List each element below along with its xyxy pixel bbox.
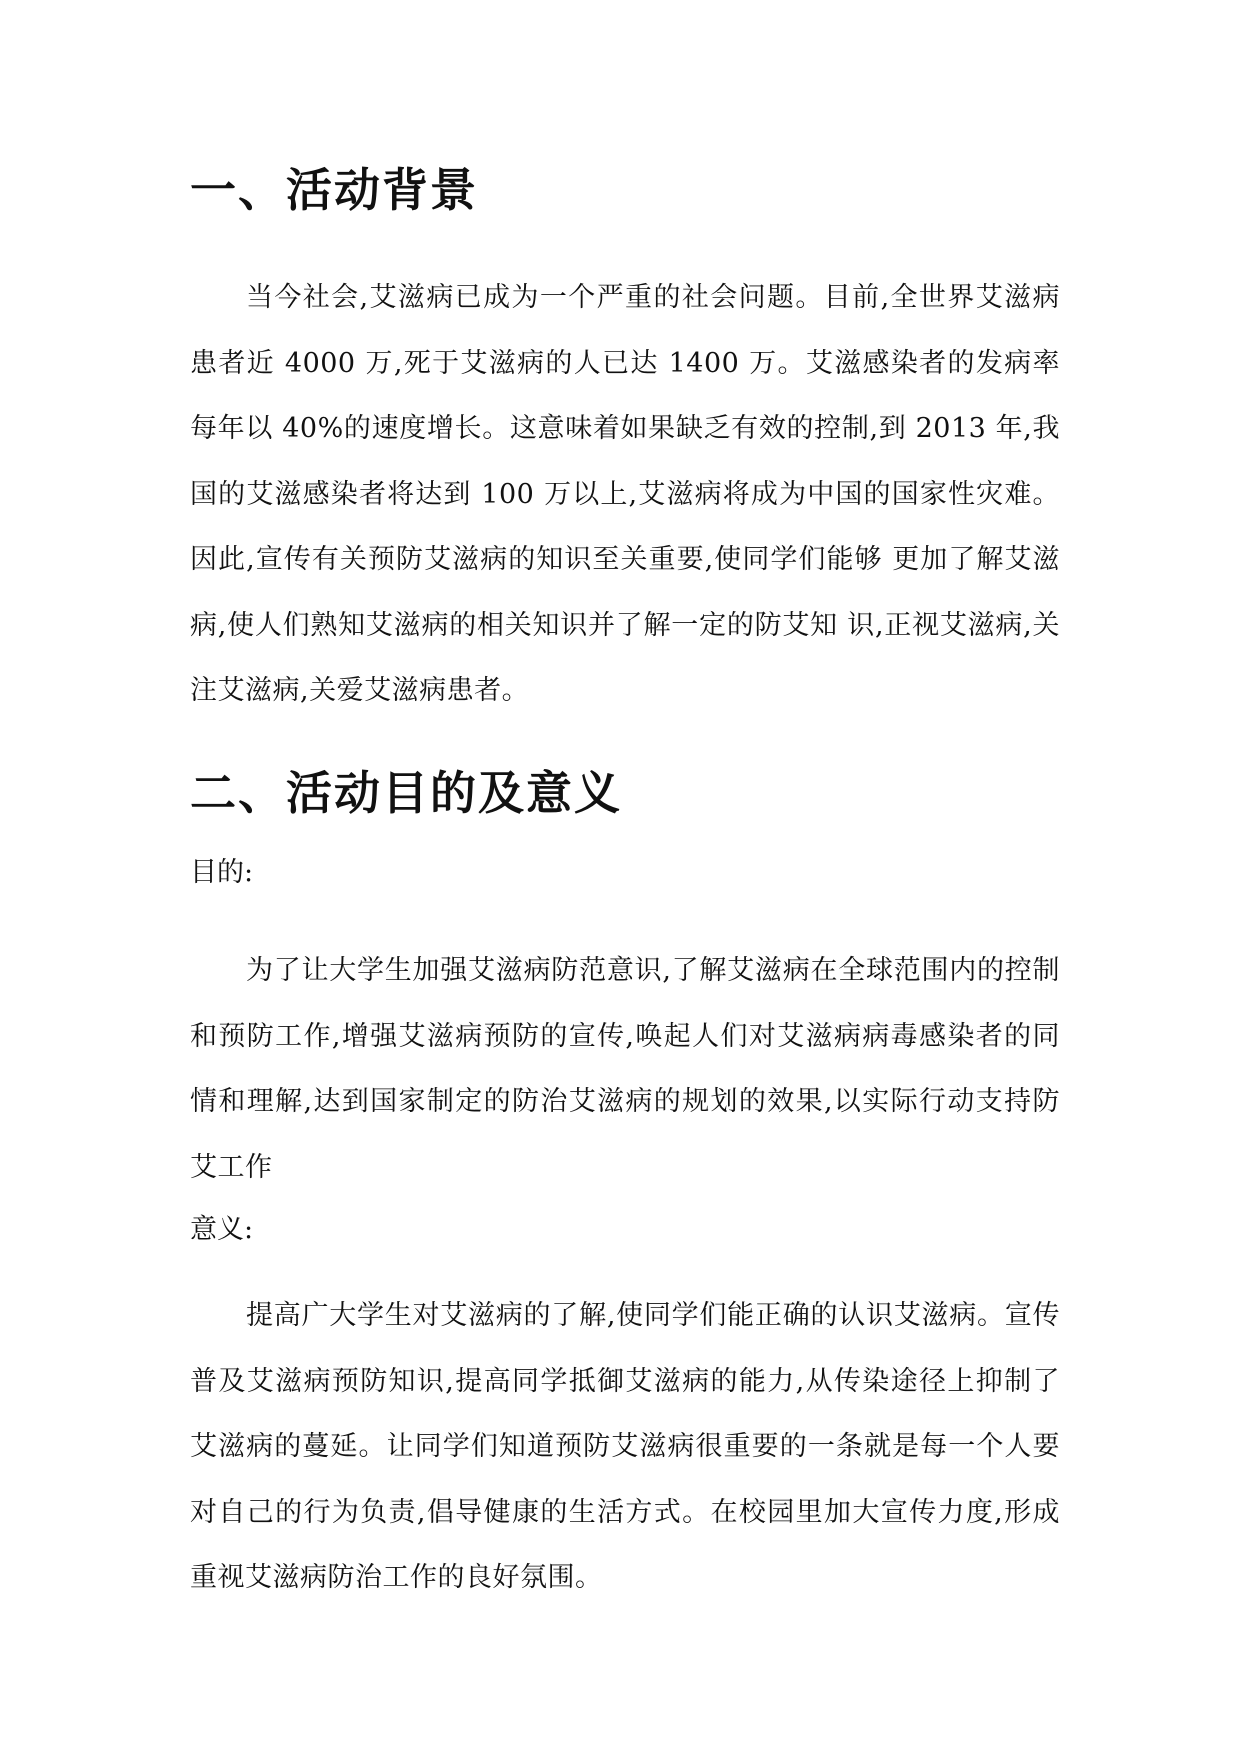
purpose-label: 目的:	[190, 857, 254, 888]
significance-paragraph: 提高广大学生对艾滋病的了解,使同学们能正确的认识艾滋病。宣传普及艾滋病预防知识,提高同学抵御艾滋病的能力,从传染途径上抑制了艾滋病的蔓延。让同学们知道预防艾滋病很重要的一条就是每一个人要对自己的行为负责,倡导健康的生活方式。在校园里加大宣传力度,形成重视艾滋病防治工作的良好氛围。	[190, 1300, 1060, 1593]
purpose-paragraph: 为了让大学生加强艾滋病防范意识,了解艾滋病在全球范围内的控制和预防工作,增强艾滋病预防的宣传,唤起人们对艾滋病病毒感染者的同情和理解,达到国家制定的防治艾滋病的规划的效果,以实际行动支持防艾工作	[190, 955, 1060, 1183]
section-heading-purpose: 二、活动目的及意义	[190, 766, 622, 820]
background-paragraph: 当今社会,艾滋病已成为一个严重的社会问题。目前,全世界艾滋病患者近 4000 万,死于艾滋病的人已达 1400 万。艾滋感染者的发病率每年以 40%的速度增长。这意味着如果缺乏有效的控制,到 2013 年,我国的艾滋感染者将达到 100 万以上,艾滋病将成为中国的国家性灾难。因此,宣传有关预防艾滋病的知识至关重要,使同学们能够 更加了解艾滋病,使人们熟知艾滋病的相关知识并了解一定的防艾知 识,正视艾滋病,关注艾滋病,关爱艾滋病患者。	[190, 282, 1060, 706]
significance-label: 意义:	[190, 1214, 254, 1245]
section-heading-background: 一、活动背景	[190, 163, 478, 217]
